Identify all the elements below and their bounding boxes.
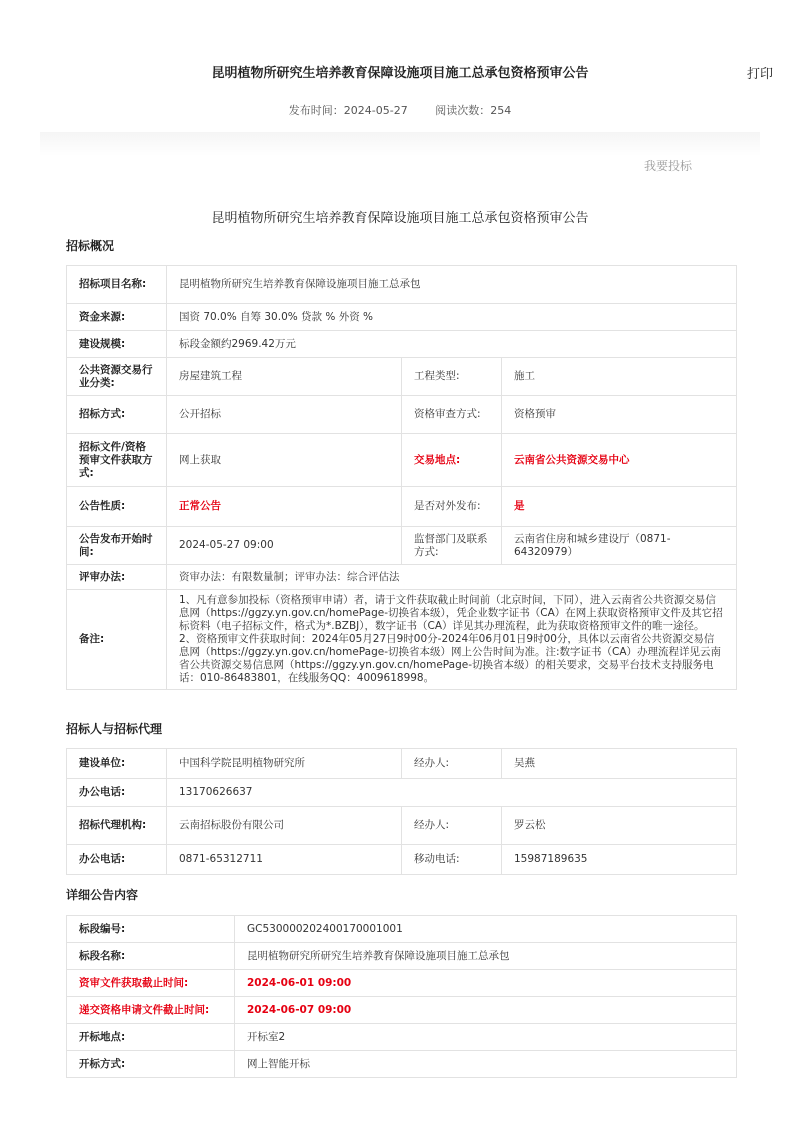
table-row <box>67 527 737 565</box>
owner-phone: 13170626637 <box>167 779 737 807</box>
table-row <box>67 487 737 527</box>
section-title-details: 详细公告内容 <box>66 888 139 902</box>
agent: 云南招标股份有限公司 <box>167 807 402 845</box>
details-table <box>66 915 737 1078</box>
publish-time: 发布时间：2024-05-27 <box>288 104 408 117</box>
field-label: 资金来源: <box>67 304 167 331</box>
field-label: 资格审查方式: <box>402 396 502 434</box>
doc-obtain-method: 网上获取 <box>167 434 402 487</box>
mobile-phone: 15987189635 <box>502 845 737 875</box>
table-row <box>67 845 737 875</box>
table-row <box>67 434 737 487</box>
field-label: 备注: <box>67 590 167 690</box>
table-row <box>67 396 737 434</box>
field-label: 资审文件获取截止时间: <box>67 970 235 997</box>
table-row <box>67 943 737 970</box>
field-label: 经办人: <box>402 807 502 845</box>
field-label: 经办人: <box>402 749 502 779</box>
table-row <box>67 749 737 779</box>
open-method: 网上智能开标 <box>235 1051 737 1078</box>
agent-phone: 0871-65312711 <box>167 845 402 875</box>
table-row <box>67 807 737 845</box>
table-row <box>67 331 737 358</box>
remark: 1、凡有意参加投标（资格预审申请）者，请于文件获取截止时间前（北京时间，下同），进入云南省公共资源交易信息网（https://ggzy.yn.gov.cn/homePage-切换省本级），凭企业数字证书（CA）在网上获取资格预审文件及其它招标资料（电子招标文件，格式为*.BZBJ），数字证书（CA）详见其办理流程，此为获取资格预审文件的唯一途径。 2、资格预审文件获取时间：2024年05月27日9时00分-2024年06月01日9时00分，具体以云南省公共资源交易信息网（https://ggzy.yn.gov.cn/homePage-切换省本级）网上公告时间为准。注:数字证书（CA）办理流程详见云南省公共资源交易信息网（https://ggzy.yn.gov.cn/homePage-切换省本级）的相关要求，交易平台技术支持服务电话：010-86483801，在线服务QQ：4009618998。 <box>167 590 737 690</box>
table-row <box>67 916 737 943</box>
fund-source: 国资 70.0% 自筹 30.0% 贷款 % 外资 % <box>167 304 737 331</box>
field-label: 招标文件/资格预审文件获取方式: <box>67 434 167 487</box>
eval-method: 资审办法：有限数量制；评审办法：综合评估法 <box>167 565 737 590</box>
table-row <box>67 590 737 690</box>
field-label: 建设单位: <box>67 749 167 779</box>
field-label: 招标项目名称: <box>67 266 167 304</box>
print-link[interactable]: 打印 <box>747 67 774 82</box>
section-name: 昆明植物研究所研究生培养教育保障设施项目施工总承包 <box>235 943 737 970</box>
field-label: 交易地点: <box>402 434 502 487</box>
field-label: 标段编号: <box>67 916 235 943</box>
field-label: 办公电话: <box>67 779 167 807</box>
document-title: 昆明植物所研究生培养教育保障设施项目施工总承包资格预审公告 <box>211 211 589 226</box>
table-row <box>67 266 737 304</box>
field-label: 办公电话: <box>67 845 167 875</box>
field-label: 招标代理机构: <box>67 807 167 845</box>
field-label: 开标地点: <box>67 1024 235 1051</box>
trade-venue: 云南省公共资源交易中心 <box>502 434 737 487</box>
table-row <box>67 970 737 997</box>
field-label: 标段名称: <box>67 943 235 970</box>
overview-table <box>66 265 737 690</box>
agent-contact: 罗云松 <box>502 807 737 845</box>
section-title-overview: 招标概况 <box>66 239 115 253</box>
supervisor: 云南省住房和城乡建设厅（0871-64320979） <box>502 527 737 565</box>
table-row <box>67 1024 737 1051</box>
bid-button[interactable]: 我要投标 <box>644 159 693 173</box>
parties-table <box>66 748 737 875</box>
field-label: 是否对外发布: <box>402 487 502 527</box>
meta-info <box>0 102 800 118</box>
field-label: 公告性质: <box>67 487 167 527</box>
field-label: 公共资源交易行业分类: <box>67 358 167 396</box>
table-row <box>67 997 737 1024</box>
field-label: 工程类型: <box>402 358 502 396</box>
field-label: 开标方式: <box>67 1051 235 1078</box>
review-type: 资格预审 <box>502 396 737 434</box>
external-publish: 是 <box>502 487 737 527</box>
field-label: 移动电话: <box>402 845 502 875</box>
notice-nature: 正常公告 <box>167 487 402 527</box>
field-label: 评审办法: <box>67 565 167 590</box>
section-title-parties: 招标人与招标代理 <box>66 722 163 736</box>
table-row <box>67 304 737 331</box>
page-title: 昆明植物所研究生培养教育保障设施项目施工总承包资格预审公告 <box>211 66 589 81</box>
table-row <box>67 565 737 590</box>
section-number: GC530000202400170001001 <box>235 916 737 943</box>
table-row <box>67 1051 737 1078</box>
table-row <box>67 358 737 396</box>
submit-deadline: 2024-06-07 09:00 <box>235 997 737 1024</box>
toolbar-shade <box>40 132 760 156</box>
industry: 房屋建筑工程 <box>167 358 402 396</box>
owner-contact: 吴燕 <box>502 749 737 779</box>
engineering-type: 施工 <box>502 358 737 396</box>
field-label: 建设规模: <box>67 331 167 358</box>
project-name: 昆明植物所研究生培养教育保障设施项目施工总承包 <box>167 266 737 304</box>
build-scale: 标段金额约2969.42万元 <box>167 331 737 358</box>
field-label: 招标方式: <box>67 396 167 434</box>
field-label: 监督部门及联系方式: <box>402 527 502 565</box>
table-row <box>67 779 737 807</box>
bid-method: 公开招标 <box>167 396 402 434</box>
open-place: 开标室2 <box>235 1024 737 1051</box>
field-label: 递交资格申请文件截止时间: <box>67 997 235 1024</box>
doc-deadline: 2024-06-01 09:00 <box>235 970 737 997</box>
start-time: 2024-05-27 09:00 <box>167 527 402 565</box>
field-label: 公告发布开始时间: <box>67 527 167 565</box>
view-count: 阅读次数：254 <box>435 104 512 117</box>
owner: 中国科学院昆明植物研究所 <box>167 749 402 779</box>
